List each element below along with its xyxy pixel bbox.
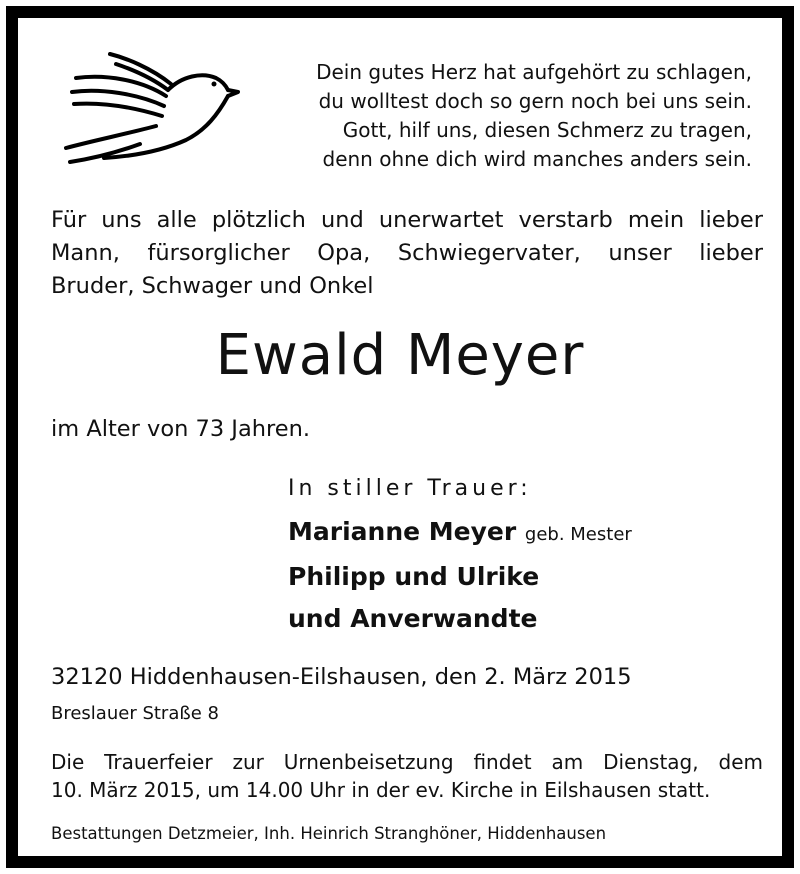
funeral-line: Die Trauerfeier zur Urnenbeisetzung findet am Dienstag, dem [51, 750, 763, 774]
undertaker-line: Bestattungen Detzmeier, Inh. Heinrich Stranghöner, Hiddenhausen [51, 824, 607, 843]
mourner-line: und Anverwandte [288, 604, 538, 633]
poem-line: Gott, hilf uns, diesen Schmerz zu tragen, [342, 118, 752, 142]
mourners-list [288, 511, 632, 640]
mourner-name: Marianne Meyer [288, 517, 517, 546]
intro-line: Bruder, Schwager und Onkel [51, 273, 374, 299]
poem-line: du wolltest doch so gern noch bei uns sein. [318, 89, 752, 113]
maiden-name: geb. Mester [524, 524, 632, 545]
intro-line: Mann, fürsorglicher Opa, Schwiegervater, unser lieber [51, 240, 763, 266]
street-address: Breslauer Straße 8 [51, 703, 219, 724]
obituary-frame [6, 6, 794, 868]
dove-icon [56, 48, 246, 168]
poem-line: Dein gutes Herz hat aufgehört zu schlagen, [316, 60, 752, 84]
mourning-heading: In stiller Trauer: [288, 476, 532, 501]
mourner-line [288, 511, 632, 556]
funeral-notice [51, 748, 763, 804]
deceased-name: Ewald Meyer [215, 323, 585, 388]
intro-text [51, 204, 763, 303]
intro-line: Für uns alle plötzlich und unerwartet verstarb mein lieber [51, 207, 763, 233]
poem-line: denn ohne dich wird manches anders sein. [322, 147, 752, 171]
age-text: im Alter von 73 Jahren. [51, 416, 311, 442]
mourner-line: Philipp und Ulrike [288, 562, 540, 591]
funeral-line: 10. März 2015, um 14.00 Uhr in der ev. Kirche in Eilshausen statt. [51, 778, 711, 802]
place-date: 32120 Hiddenhausen-Eilshausen, den 2. März 2015 [51, 664, 632, 690]
poem [316, 58, 752, 174]
